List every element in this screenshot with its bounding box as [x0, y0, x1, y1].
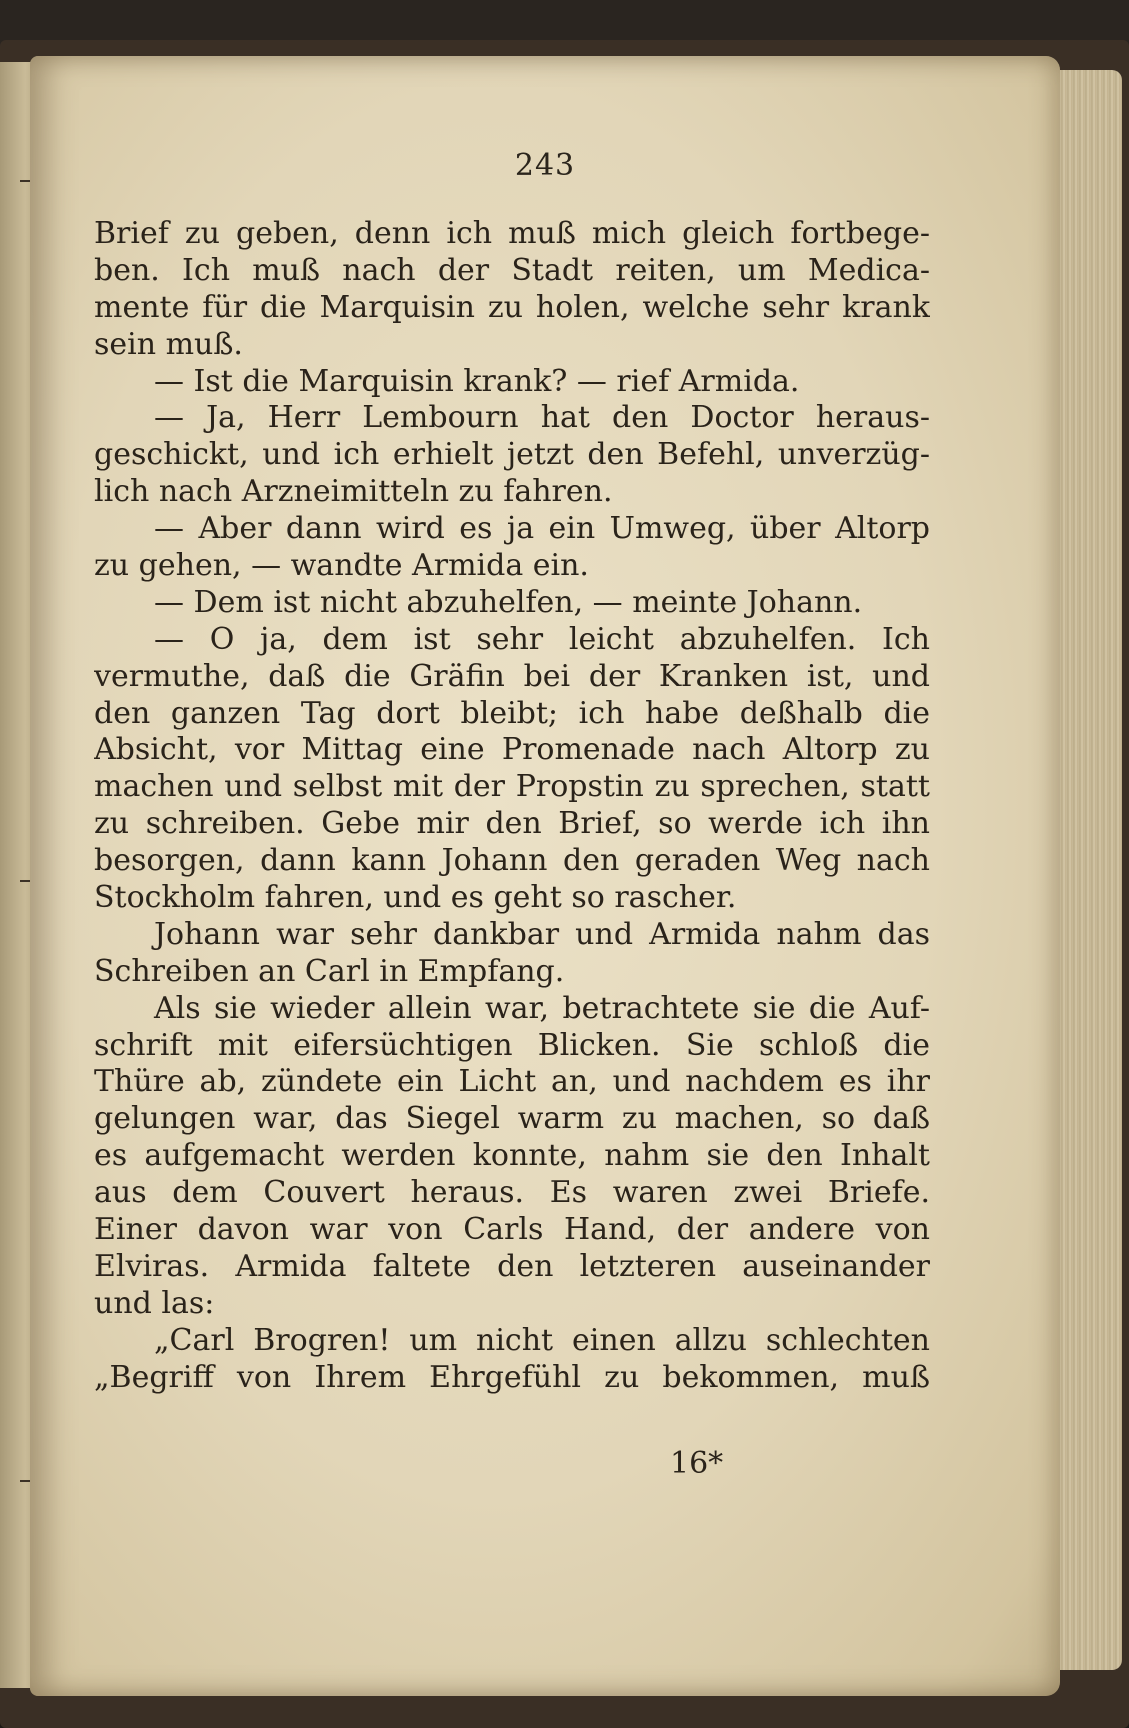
text-line: ben. Ich muß nach der Stadt reiten, um Medica-	[94, 252, 930, 288]
text-line: Stockholm fahren, und es geht so rascher.	[94, 880, 737, 916]
text-line: vermuthe, daß die Gräfin bei der Kranken ist, und	[94, 658, 930, 694]
text-line: es aufgemacht werden konnte, nahm sie den Inhalt	[94, 1138, 930, 1174]
binding-mark	[20, 1480, 30, 1482]
text-line: geschickt, und ich erhielt jetzt den Befehl, unverzüg-	[94, 437, 930, 473]
text-line: sein muß.	[94, 326, 243, 362]
text-line: Absicht, vor Mittag eine Promenade nach Altorp zu	[94, 732, 930, 768]
text-line: Schreiben an Carl in Empfang.	[94, 953, 565, 989]
text-line: und las:	[94, 1285, 215, 1321]
text-line: lich nach Arzneimitteln zu fahren.	[94, 474, 613, 510]
page-number: 243	[514, 148, 576, 183]
text-line: „Carl Brogren! um nicht einen allzu schlechten	[154, 1322, 930, 1358]
text-line: aus dem Couvert heraus. Es waren zwei Briefe.	[94, 1175, 930, 1211]
text-line: zu gehen, — wandte Armida ein.	[94, 548, 589, 584]
page-text	[94, 216, 930, 1397]
text-line: — Aber dann wird es ja ein Umweg, über Altorp	[154, 511, 930, 547]
text-line: Thüre ab, zündete ein Licht an, und nachdem es ihr	[94, 1064, 930, 1100]
text-line: schrift mit eifersüchtigen Blicken. Sie schloß die	[94, 1027, 930, 1063]
text-line: — O ja, dem ist sehr leicht abzuhelfen. Ich	[154, 621, 930, 657]
text-line: — Dem ist nicht abzuhelfen, — meinte Johann.	[154, 584, 863, 620]
binding-mark	[20, 180, 30, 182]
binding-mark	[20, 880, 30, 882]
text-line: Als sie wieder allein war, betrachtete sie die Auf-	[154, 990, 930, 1026]
printer-signature: 16*	[670, 1446, 724, 1481]
book-page	[30, 56, 1060, 1696]
text-line: den ganzen Tag dort bleibt; ich habe deßhalb die	[94, 695, 930, 731]
text-line: — Ist die Marquisin krank? — rief Armida.	[154, 363, 800, 399]
text-line: Brief zu geben, denn ich muß mich gleich fortbege-	[94, 216, 930, 251]
text-line: besorgen, dann kann Johann den geraden Weg nach	[94, 843, 930, 879]
text-line: zu schreiben. Gebe mir den Brief, so werde ich ihn	[94, 806, 930, 842]
text-line: — Ja, Herr Lembourn hat den Doctor heraus-	[154, 400, 930, 436]
text-line: machen und selbst mit der Propstin zu sprechen, statt	[94, 769, 930, 805]
text-line: gelungen war, das Siegel warm zu machen, so daß	[94, 1101, 930, 1137]
text-line: „Begriff von Ihrem Ehrgefühl zu bekommen, muß	[94, 1359, 930, 1395]
text-line: mente für die Marquisin zu holen, welche sehr krank	[94, 289, 930, 325]
text-line: Johann war sehr dankbar und Armida nahm das	[154, 916, 930, 952]
text-line: Einer davon war von Carls Hand, der andere von	[94, 1212, 930, 1248]
text-line: Elviras. Armida faltete den letzteren auseinander	[94, 1248, 930, 1284]
